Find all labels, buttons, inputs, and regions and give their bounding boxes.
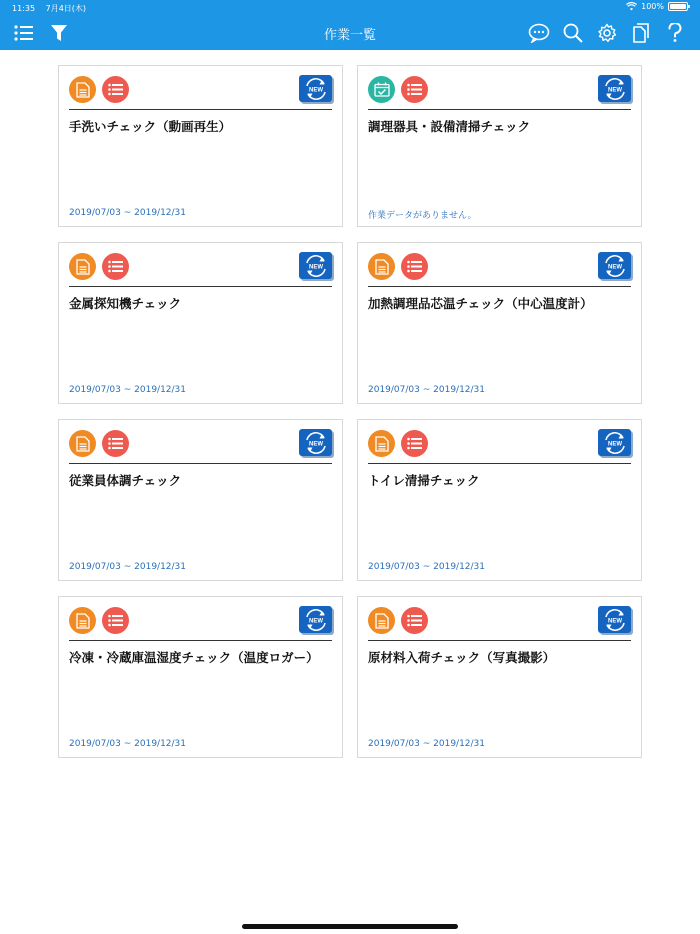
status-time: 11:35 (12, 4, 36, 13)
card-title: 手洗いチェック（動画再生） (69, 119, 232, 134)
navigation-bar (0, 16, 700, 50)
card-title: 加熱調理品芯温チェック（中心温度計） (368, 296, 593, 311)
gear-icon (597, 23, 617, 43)
filter-button[interactable] (46, 20, 72, 46)
list-icon (102, 607, 129, 634)
task-card[interactable] (357, 65, 642, 227)
list-icon (102, 76, 129, 103)
new-sync-icon (603, 255, 627, 277)
list-icon (401, 76, 428, 103)
task-card[interactable] (58, 65, 343, 227)
new-sync-icon (603, 78, 627, 100)
document-icon (69, 607, 96, 634)
battery-percent: 100% (641, 2, 664, 11)
new-label: NEW (607, 441, 622, 447)
menu-button[interactable] (11, 20, 37, 46)
card-title: 冷凍・冷蔵庫温湿度チェック（温度ロガー） (69, 650, 319, 665)
task-card[interactable] (58, 419, 343, 581)
card-period: 2019/07/03 ~ 2019/12/31 (69, 208, 187, 218)
document-icon (368, 430, 395, 457)
new-sync-icon (304, 432, 328, 454)
list-icon (102, 253, 129, 280)
help-button[interactable] (662, 20, 688, 46)
settings-button[interactable] (594, 20, 620, 46)
document-icon (69, 253, 96, 280)
card-divider (368, 109, 631, 110)
filter-icon (50, 24, 68, 42)
status-date: 7月4日(木) (45, 4, 87, 13)
document-icon (69, 430, 96, 457)
new-label: NEW (607, 264, 622, 270)
new-label: NEW (308, 618, 323, 624)
new-record-button[interactable] (598, 429, 631, 456)
card-period: 2019/07/03 ~ 2019/12/31 (69, 562, 187, 572)
new-record-button[interactable] (299, 429, 332, 456)
card-title: 原材料入荷チェック（写真撮影） (368, 650, 556, 665)
card-period: 2019/07/03 ~ 2019/12/31 (368, 385, 486, 395)
card-divider (368, 463, 631, 464)
document-icon (69, 76, 96, 103)
home-indicator[interactable] (242, 924, 458, 929)
battery-icon (668, 2, 688, 11)
new-sync-icon (304, 255, 328, 277)
chat-bubble-icon (528, 23, 550, 43)
calendar-check-icon (368, 76, 395, 103)
wifi-icon (626, 2, 637, 11)
card-divider (69, 640, 332, 641)
card-divider (368, 286, 631, 287)
card-period: 2019/07/03 ~ 2019/12/31 (368, 739, 486, 749)
list-icon (401, 430, 428, 457)
card-title: トイレ清掃チェック (368, 473, 480, 488)
document-copy-icon (632, 23, 650, 43)
card-period: 2019/07/03 ~ 2019/12/31 (368, 562, 486, 572)
new-label: NEW (308, 87, 323, 93)
card-period: 2019/07/03 ~ 2019/12/31 (69, 739, 187, 749)
card-divider (69, 109, 332, 110)
task-card[interactable] (58, 596, 343, 758)
search-icon (563, 23, 583, 43)
new-record-button[interactable] (598, 606, 631, 633)
task-card[interactable] (357, 242, 642, 404)
new-label: NEW (607, 618, 622, 624)
search-button[interactable] (560, 20, 586, 46)
help-icon (667, 23, 683, 43)
list-icon (401, 607, 428, 634)
task-card[interactable] (357, 419, 642, 581)
card-title: 従業員体調チェック (69, 473, 182, 488)
chat-button[interactable] (526, 20, 552, 46)
card-period: 作業データがありません。 (368, 211, 477, 221)
list-menu-icon (14, 25, 34, 41)
new-sync-icon (603, 432, 627, 454)
new-record-button[interactable] (299, 75, 332, 102)
new-sync-icon (304, 78, 328, 100)
list-icon (401, 253, 428, 280)
document-icon (368, 607, 395, 634)
new-record-button[interactable] (598, 75, 631, 102)
new-sync-icon (603, 609, 627, 631)
status-bar (0, 0, 700, 16)
card-period: 2019/07/03 ~ 2019/12/31 (69, 385, 187, 395)
new-label: NEW (308, 264, 323, 270)
pages-button[interactable] (628, 20, 654, 46)
new-record-button[interactable] (598, 252, 631, 279)
card-divider (368, 640, 631, 641)
task-card[interactable] (357, 596, 642, 758)
new-label: NEW (607, 87, 622, 93)
task-card[interactable] (58, 242, 343, 404)
page-title: 作業一覧 (323, 28, 376, 43)
document-icon (368, 253, 395, 280)
new-record-button[interactable] (299, 252, 332, 279)
card-title: 金属探知機チェック (69, 296, 182, 311)
new-sync-icon (304, 609, 328, 631)
card-title: 調理器具・設備清掃チェック (368, 119, 531, 134)
card-divider (69, 286, 332, 287)
card-divider (69, 463, 332, 464)
new-record-button[interactable] (299, 606, 332, 633)
list-icon (102, 430, 129, 457)
new-label: NEW (308, 441, 323, 447)
